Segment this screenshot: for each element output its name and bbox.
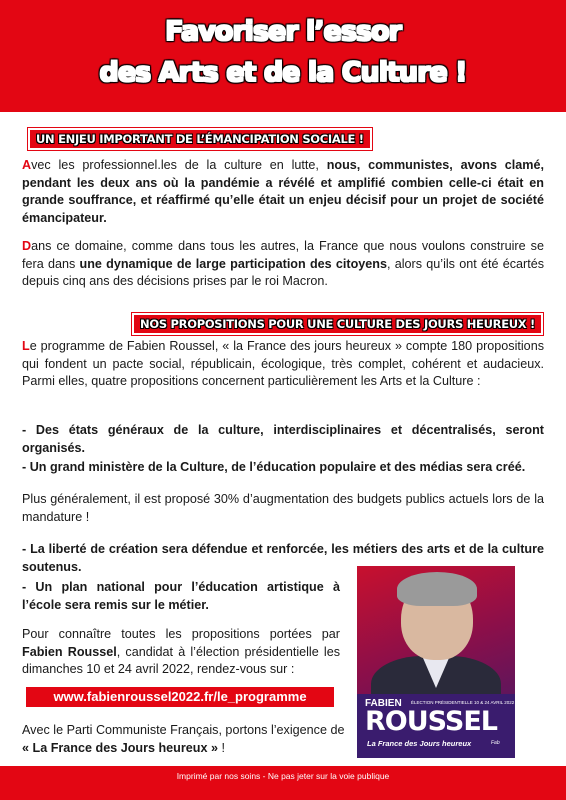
candidate-name: Fabien Roussel xyxy=(22,644,117,659)
section-banner-propositions: NOS PROPOSITIONS POUR UNE CULTURE DES JOURS HEUREUX ! xyxy=(132,313,543,335)
paragraph-programme xyxy=(22,338,544,391)
paragraph-text: , alors qu’ils ont été écartés depuis cinq ans des décisions prises par le roi Macron. xyxy=(22,256,544,288)
paragraph-text: e programme de Fabien Roussel, « la France des jours heureux » compte 180 propositions qui fondent un pacte social, républicain, écologique, très complet, cohérent et audacieux. Parmi elles, quatre propositions concernent particulièrement les Arts et la Culture : xyxy=(22,339,544,388)
dropcap: L xyxy=(22,339,30,353)
proposition-ministere xyxy=(22,459,544,477)
headline-line-2: des Arts et de la Culture ! xyxy=(99,57,467,88)
proposition-text: - Un grand ministère de la Culture, de l’éducation populaire et des médias sera créé. xyxy=(22,460,526,474)
dropcap: A xyxy=(22,158,32,172)
proposition-education-artistique xyxy=(22,579,340,614)
paragraph-budget: Plus généralement, il est proposé 30% d’augmentation des budgets publics actuels lors de la mandature ! xyxy=(22,492,544,524)
paragraph-text: vec les professionnel.les de la culture en lutte, xyxy=(31,158,327,172)
paragraph-text: ! xyxy=(217,740,225,755)
poster-first-name: FABIEN xyxy=(365,698,402,709)
paragraph-text: ans ce domaine, comme dans tous les autres, la France que nous voulons construire se fera dans xyxy=(22,239,544,271)
slogan-bold: « La France des Jours heureux » xyxy=(22,740,218,755)
candidate-poster xyxy=(357,566,515,758)
paragraph-text: , candidat à l’élection présidentielle les dimanches 10 et 24 avril 2022, rendez-vous sur : xyxy=(22,644,340,676)
poster-election-dates: ÉLECTION PRÉSIDENTIELLE 10 & 24 AVRIL 2022 xyxy=(411,700,515,705)
paragraph-text: Pour connaître toutes les propositions portées par xyxy=(22,627,340,641)
paragraph-professionnels xyxy=(22,157,544,227)
paragraph-domaine xyxy=(22,238,544,291)
poster-last-name: ROUSSEL xyxy=(365,706,497,737)
paragraph-bold: une dynamique de large participation des citoyens xyxy=(79,256,387,271)
paragraph-bold: nous, communistes, avons clamé, pendant les deux ans où la pandémie a révélé et amplifié combien celle-ci était en grande souffrance, et réaffirmé qu’elle était un enjeu décisif pour un projet de société émancipateur. xyxy=(22,158,544,225)
proposition-text: - Un plan national pour l’éducation artistique à l’école sera remis sur le métier. xyxy=(22,580,340,612)
poster-slogan: La France des Jours heureux xyxy=(367,739,472,748)
section-banner-enjeu: UN ENJEU IMPORTANT DE L’ÉMANCIPATION SOCIALE ! xyxy=(28,128,372,150)
paragraph-connaitre xyxy=(22,626,340,679)
proposition-etats-generaux xyxy=(22,422,544,457)
poster-signature: Fab xyxy=(491,740,500,746)
proposition-text: - La liberté de création sera défendue et renforcée, les métiers des arts et de la culture soutenus. xyxy=(22,542,544,574)
footer-legal-text: Imprimé par nos soins - Ne pas jeter sur la voie publique xyxy=(176,771,390,781)
paragraph-closing xyxy=(22,722,352,757)
dropcap: D xyxy=(22,239,32,253)
headline-line-1: Favoriser l’essor xyxy=(165,16,401,47)
paragraph-text: Avec le Parti Communiste Français, portons l’exigence de xyxy=(22,723,345,737)
programme-url-link[interactable]: www.fabienroussel2022.fr/le_programme xyxy=(26,687,334,707)
proposition-text: - Des états généraux de la culture, interdisciplinaires et décentralisés, seront organisés. xyxy=(22,423,544,455)
portrait-hair xyxy=(397,572,477,606)
